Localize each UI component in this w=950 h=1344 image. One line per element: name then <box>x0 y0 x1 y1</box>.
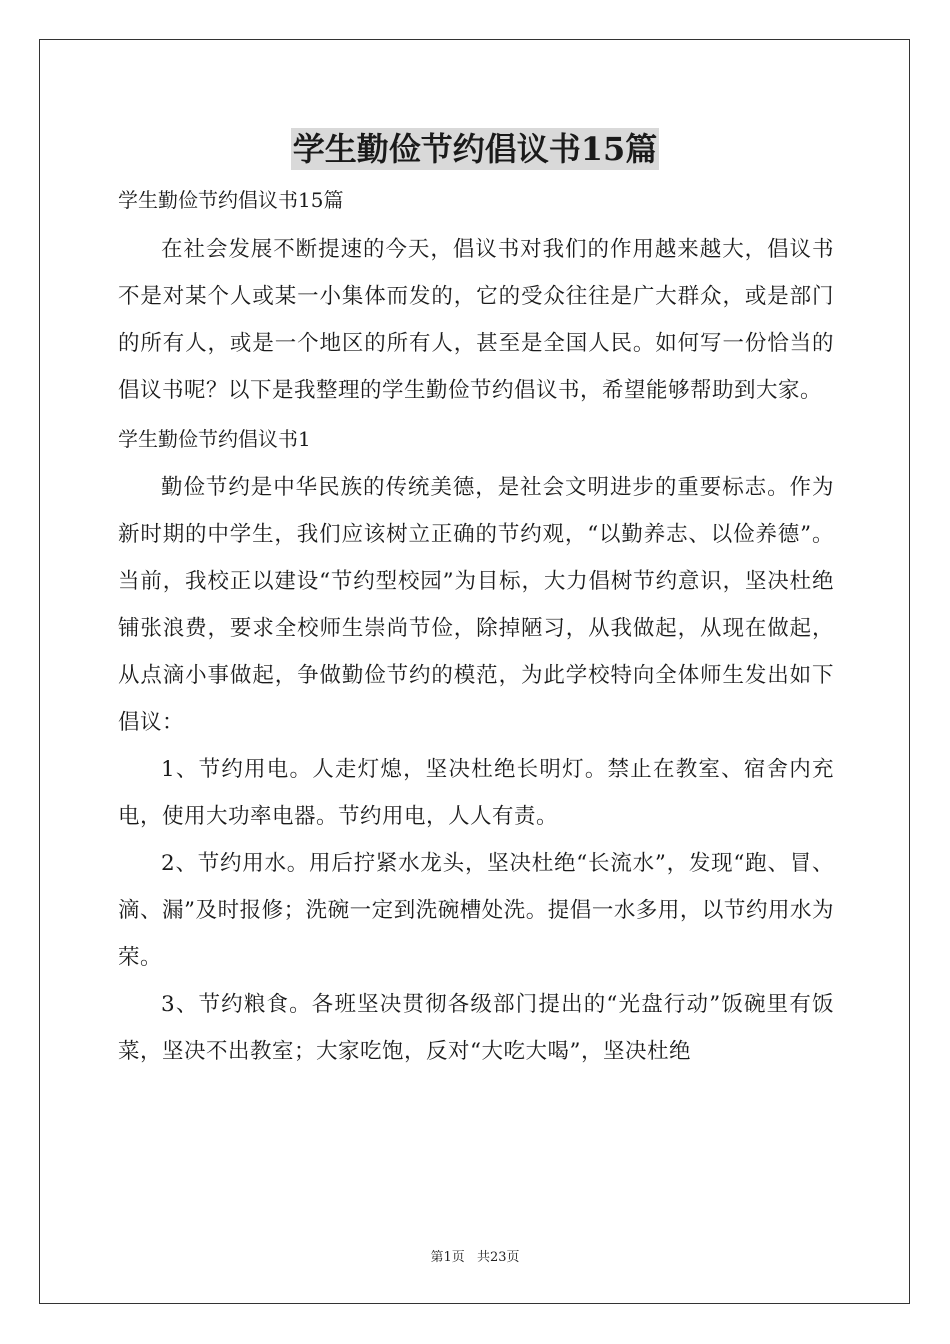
section-heading: 学生勤俭节约倡议书1 <box>118 427 311 451</box>
page-number: 第1页 <box>430 1250 465 1265</box>
document-body <box>118 180 834 1075</box>
section-paragraph: 勤俭节约是中华民族的传统美德，是社会文明进步的重要标志。作为新时期的中学生，我们应该树立正确的节约观，“以勤养志、以俭养德”。当前，我校正以建设“节约型校园”为目标，大力倡树节约意识，坚决杜绝铺张浪费，要求全校师生崇尚节俭，除掉陋习，从我做起，从现在做起，从点滴小事做起，争做勤俭节约的模范，为此学校特向全体师生发出如下倡议： <box>118 475 834 735</box>
list-item: 2、节约用水。用后拧紧水龙头，坚决杜绝“长流水”，发现“跑、冒、滴、漏”及时报修；洗碗一定到洗碗槽处洗。提倡一水多用，以节约用水为荣。 <box>118 851 834 970</box>
intro-paragraph: 在社会发展不断提速的今天，倡议书对我们的作用越来越大，倡议书不是对某个人或某一小集体而发的，它的受众往往是广大群众，或是部门的所有人，或是一个地区的所有人，甚至是全国人民。如何写一份恰当的倡议书呢？以下是我整理的学生勤俭节约倡议书，希望能够帮助到大家。 <box>118 237 834 403</box>
list-item: 3、节约粮食。各班坚决贯彻各级部门提出的“光盘行动”饭碗里有饭菜，坚决不出教室；大家吃饱，反对“大吃大喝”，坚决杜绝 <box>118 992 834 1064</box>
page-footer <box>0 1246 950 1265</box>
page-total: 共23页 <box>476 1250 520 1265</box>
document-subtitle: 学生勤俭节约倡议书15篇 <box>118 188 344 212</box>
list-item: 1、节约用电。人走灯熄，坚决杜绝长明灯。禁止在教室、宿舍内充电，使用大功率电器。节约用电，人人有责。 <box>118 757 834 829</box>
document-title: 学生勤俭节约倡议书15篇 <box>292 130 658 168</box>
title-container <box>0 128 950 170</box>
